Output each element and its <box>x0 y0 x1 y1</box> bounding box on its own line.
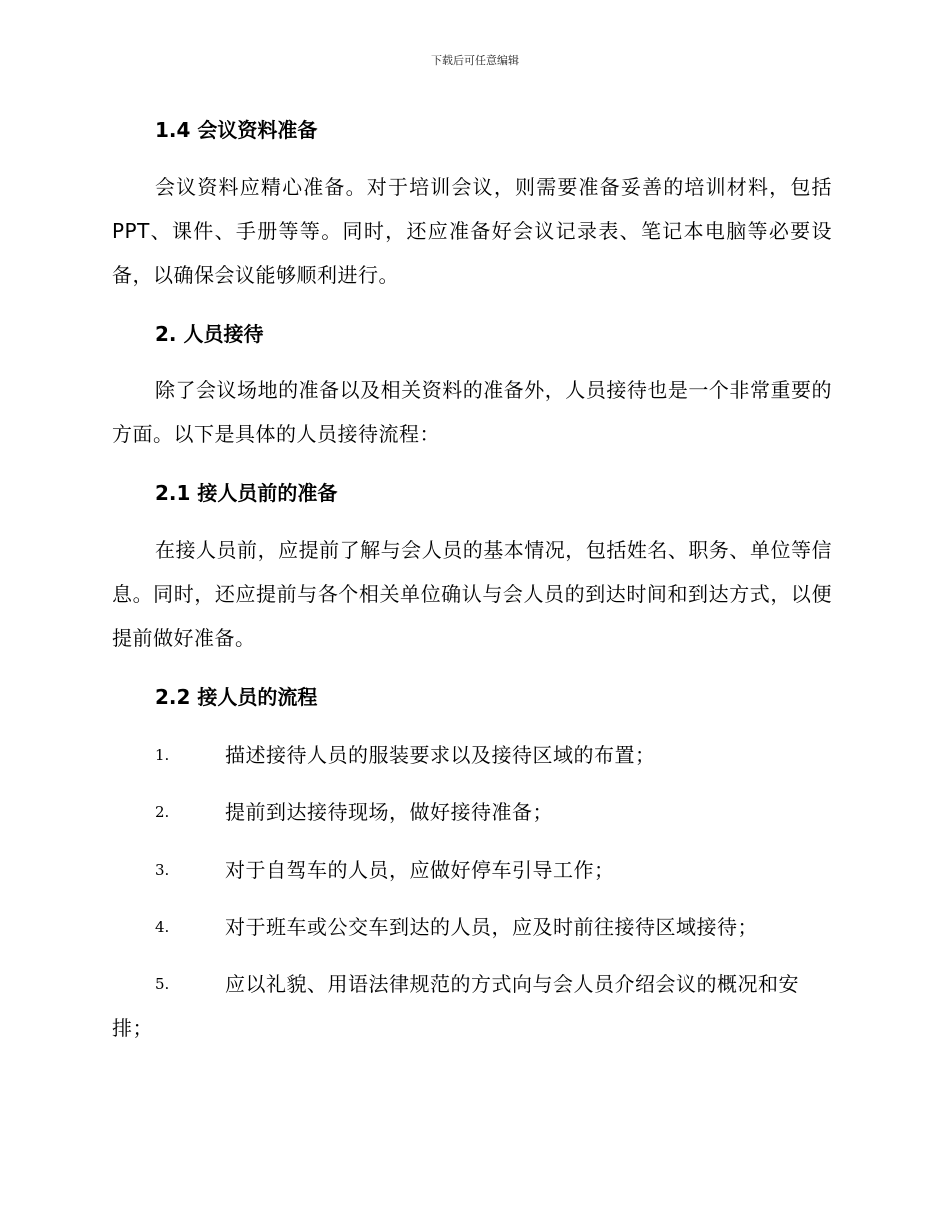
list-item <box>112 905 832 949</box>
section-heading-2-2 <box>112 684 832 710</box>
section-heading-1-4 <box>112 117 832 143</box>
heading-text: 2. 人员接待 <box>155 322 264 346</box>
list-number: 4. <box>155 918 170 936</box>
paragraph: 在接人员前，应提前了解与会人员的基本情况，包括姓名、职务、单位等信息。同时，还应提前与各个相关单位确认与会人员的到达时间和到达方式，以便提前做好准备。 <box>112 538 832 650</box>
section-body-2 <box>112 368 832 456</box>
heading-text: 2.2 接人员的流程 <box>155 685 318 709</box>
list-text: 描述接待人员的服装要求以及接待区域的布置； <box>225 743 656 767</box>
list-item <box>112 733 832 777</box>
list-number: 2. <box>155 803 170 821</box>
section-body-1-4 <box>112 165 832 297</box>
list-text: 提前到达接待现场，做好接待准备； <box>225 800 553 824</box>
section-heading-2-1 <box>112 480 832 506</box>
list-item <box>112 848 832 892</box>
list-item <box>112 962 832 1050</box>
list-text: 对于自驾车的人员，应做好停车引导工作； <box>225 858 615 882</box>
heading-text: 2.1 接人员前的准备 <box>155 481 338 505</box>
list-item <box>112 790 832 834</box>
heading-text: 1.4 会议资料准备 <box>155 118 318 142</box>
list-text: 应以礼貌、用语法律规范的方式向与会人员介绍会议的概况和安排； <box>112 972 799 1040</box>
page-header: 下载后可任意编辑 <box>431 54 519 67</box>
paragraph: 除了会议场地的准备以及相关资料的准备外，人员接待也是一个非常重要的方面。以下是具体的人员接待流程： <box>112 378 832 446</box>
section-heading-2 <box>112 321 832 347</box>
list-text: 对于班车或公交车到达的人员，应及时前往接待区域接待； <box>225 915 758 939</box>
list-number: 1. <box>155 746 170 764</box>
paragraph: 会议资料应精心准备。对于培训会议，则需要准备妥善的培训材料，包括 PPT、课件、手册等等。同时，还应准备好会议记录表、笔记本电脑等必要设备，以确保会议能够顺利进行。 <box>112 175 832 287</box>
list-number: 3. <box>155 861 170 879</box>
section-body-2-1 <box>112 528 832 660</box>
list-number: 5. <box>155 975 170 993</box>
